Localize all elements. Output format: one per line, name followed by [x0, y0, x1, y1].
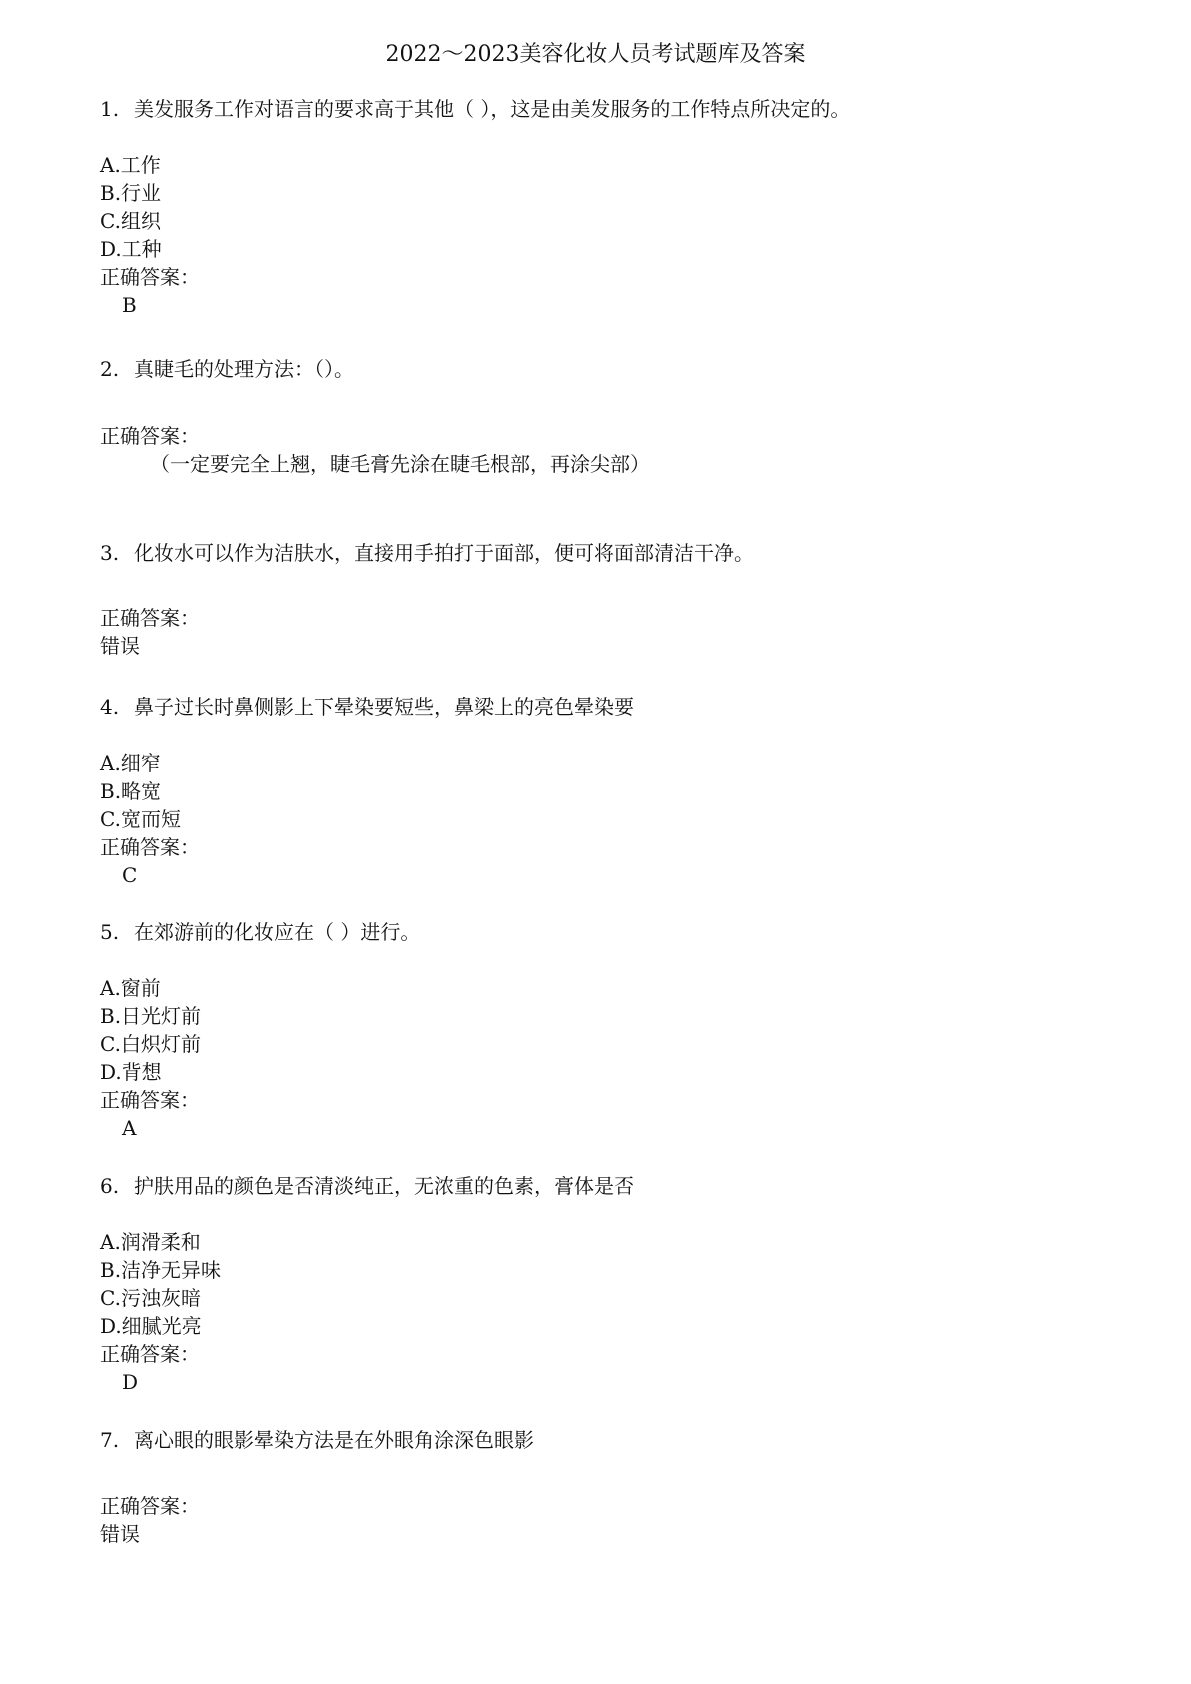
- option: A.润滑柔和: [100, 1230, 201, 1254]
- question-text: 在郊游前的化妆应在（ ）进行。: [134, 920, 421, 944]
- question-text: 化妆水可以作为洁肤水，直接用手拍打于面部，便可将面部清洁干净。: [134, 541, 754, 565]
- question-text: 真睫毛的处理方法：（）。: [134, 357, 354, 381]
- answer-label: 正确答案：: [100, 265, 200, 289]
- option: A.细窄: [100, 751, 161, 775]
- question-number: 6.: [100, 1174, 120, 1198]
- option: D.细腻光亮: [100, 1314, 202, 1338]
- option: D.工种: [100, 237, 162, 261]
- question-3: [100, 539, 754, 567]
- option: C.宽而短: [100, 807, 181, 831]
- option: A.窗前: [100, 976, 161, 1000]
- option: B.行业: [100, 181, 162, 205]
- question-5: [100, 918, 420, 946]
- question-text: 美发服务工作对语言的要求高于其他（ ），这是由美发服务的工作特点所决定的。: [134, 97, 851, 121]
- option: C.白炽灯前: [100, 1032, 201, 1056]
- question-number: 4.: [100, 695, 120, 719]
- question-6: [100, 1172, 634, 1200]
- answer-value: 错误: [100, 1522, 140, 1546]
- question-text: 护肤用品的颜色是否清淡纯正，无浓重的色素，膏体是否: [134, 1174, 634, 1198]
- question-number: 7.: [100, 1428, 120, 1452]
- answer-label: 正确答案：: [100, 424, 200, 448]
- answer-value: D: [122, 1370, 139, 1394]
- answer-value: 错误: [100, 634, 140, 658]
- option: B.略宽: [100, 779, 162, 803]
- question-7: [100, 1426, 534, 1454]
- answer-label: 正确答案：: [100, 835, 200, 859]
- question-number: 3.: [100, 541, 120, 565]
- option: A.工作: [100, 153, 161, 177]
- answer-label: 正确答案：: [100, 1088, 200, 1112]
- option: C.组织: [100, 209, 161, 233]
- question-text: 鼻子过长时鼻侧影上下晕染要短些，鼻梁上的亮色晕染要: [134, 695, 634, 719]
- question-1: [100, 95, 850, 123]
- option: C.污浊灰暗: [100, 1286, 201, 1310]
- answer-value: （一定要完全上翘，睫毛膏先涂在睫毛根部，再涂尖部）: [150, 452, 650, 476]
- question-4: [100, 693, 634, 721]
- answer-label: 正确答案：: [100, 1494, 200, 1518]
- answer-label: 正确答案：: [100, 606, 200, 630]
- question-2: [100, 355, 354, 383]
- answer-value: A: [122, 1116, 137, 1140]
- option: B.洁净无异味: [100, 1258, 222, 1282]
- option: D.背想: [100, 1060, 162, 1084]
- answer-value: B: [122, 293, 137, 317]
- question-text: 离心眼的眼影晕染方法是在外眼角涂深色眼影: [134, 1428, 534, 1452]
- question-number: 5.: [100, 920, 120, 944]
- document-title: 2022～2023美容化妆人员考试题库及答案: [385, 42, 806, 67]
- question-number: 1.: [100, 97, 120, 121]
- question-number: 2.: [100, 357, 120, 381]
- answer-value: C: [122, 863, 138, 887]
- option: B.日光灯前: [100, 1004, 202, 1028]
- answer-label: 正确答案：: [100, 1342, 200, 1366]
